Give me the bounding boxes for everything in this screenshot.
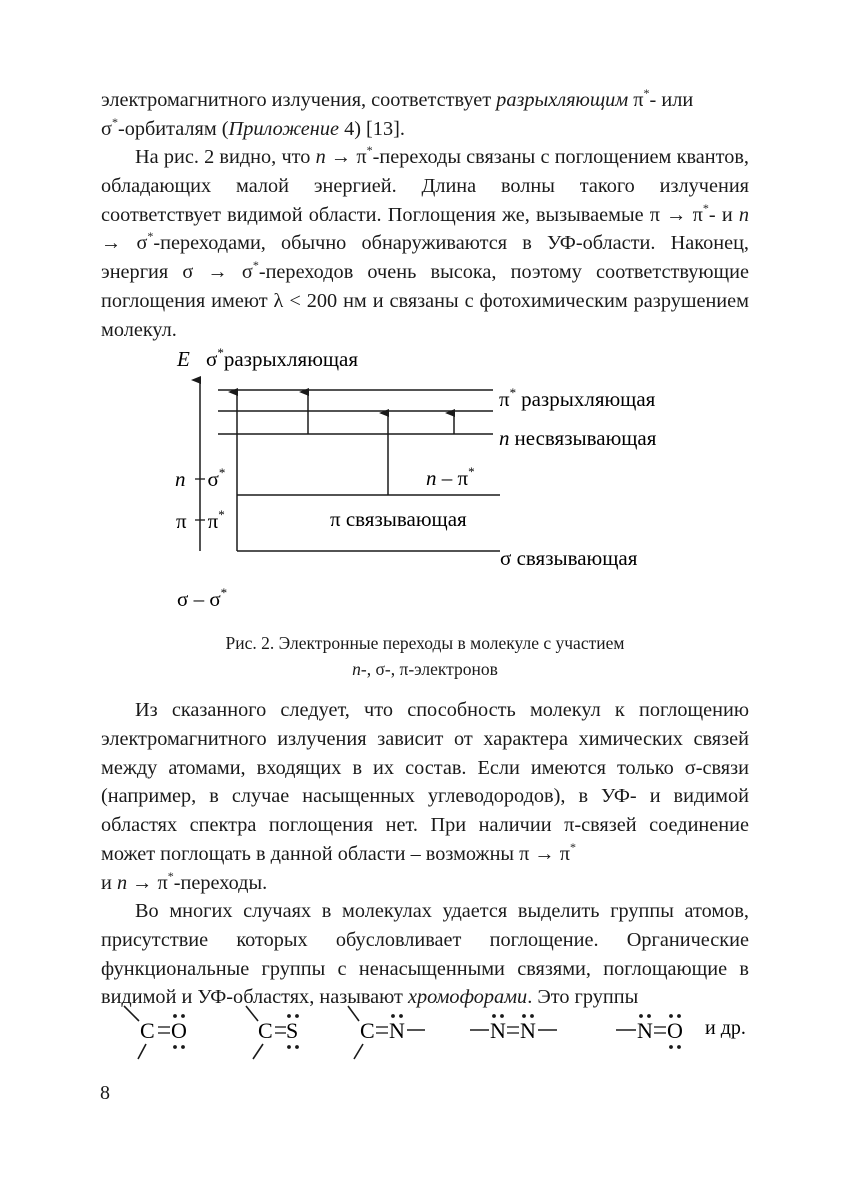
chromophore-structures	[0, 995, 857, 1065]
svg-text:C: C	[258, 1018, 273, 1043]
caption-line-1: Рис. 2. Электронные переходы в молекуле с участием	[225, 633, 625, 653]
text: На рис. 2 видно, что	[135, 146, 316, 168]
superscript: *	[643, 86, 650, 100]
superscript: *	[570, 839, 577, 854]
superscript: *	[252, 258, 259, 273]
sigma-bonding-level-label: σ связывающая	[500, 546, 638, 570]
n-pi-star-transition-label: n – π*	[426, 464, 475, 490]
text: - и	[708, 203, 739, 226]
chromophore-imine	[348, 1006, 425, 1059]
pi-star-level-label: π* разрыхляющая	[499, 385, 656, 411]
pi-bonding-level-label: π связывающая	[330, 507, 467, 531]
svg-text:C: C	[140, 1018, 155, 1043]
text: - или	[649, 89, 694, 111]
svg-text:O: O	[667, 1018, 683, 1043]
italic-symbol: n	[315, 146, 326, 168]
text: -орбиталям (	[117, 117, 229, 140]
chromophore-azo	[470, 1014, 557, 1043]
text: → π	[127, 871, 168, 894]
energy-axis-label: E	[177, 347, 190, 371]
chromophore-carbonyl	[124, 1006, 187, 1059]
etc-label: и др.	[705, 1017, 746, 1039]
svg-text:N: N	[490, 1018, 506, 1043]
n-level-label: n несвязывающая	[499, 426, 657, 450]
svg-text:C: C	[360, 1018, 375, 1043]
text: π	[628, 89, 644, 111]
italic-term: разрыхляющим	[496, 89, 629, 111]
text: -переходами, обычно обнаруживаются в УФ-области. Наконец, энергия σ → σ	[101, 232, 749, 284]
svg-text:S: S	[286, 1018, 299, 1043]
caption-line-2: -, σ-, π-электронов	[360, 659, 498, 679]
figure-caption	[100, 630, 750, 682]
pi-pi-star-axis-label: π π*	[176, 507, 225, 533]
text: Из сказанного следует, что способность молекул к поглощению электромагнитного излучения зависит от характера химических связей между атомами, входящих в их состав. Если имеются только σ-связи (например, в случае насыщенных углеводородов), в УФ- и видимой областях спектра поглощения нет. При наличии π-связей соединение может поглощать в данной области – возможны π → π	[101, 699, 749, 865]
italic-term: хромофорами	[407, 986, 528, 1009]
paragraph-3	[101, 696, 749, 898]
text: -переходы.	[173, 871, 268, 894]
chromophore-thiocarbonyl	[246, 1006, 299, 1059]
energy-level-diagram	[0, 340, 857, 620]
superscript: *	[366, 143, 373, 157]
text: и	[101, 871, 117, 894]
text: σ	[101, 117, 112, 140]
page-number: 8	[100, 1082, 110, 1104]
chromophore-nitroso	[616, 1014, 683, 1049]
text: → π	[325, 146, 367, 168]
text: . Это группы	[527, 986, 639, 1009]
superscript: *	[111, 114, 118, 129]
text: → σ	[101, 232, 148, 255]
svg-text:N: N	[389, 1018, 405, 1043]
svg-text:O: O	[171, 1018, 187, 1043]
italic-symbol: n	[116, 871, 128, 894]
paragraph-1	[101, 86, 749, 144]
sigma-star-label: σ*разрыхляющая	[206, 345, 359, 371]
superscript: *	[167, 868, 174, 883]
text: электромагнитного излучения, соответствует	[101, 89, 497, 111]
text: 4) [13].	[339, 117, 405, 140]
italic-term: Приложение	[228, 117, 340, 140]
text: Во многих случаях в молекулах удается выделить группы атомов, присутствие которых обусловливает поглощение. Органические функциональные группы с ненасыщенными связями, поглощающие в видимой и УФ-областях, называют	[101, 900, 749, 1009]
italic-symbol: n	[352, 659, 361, 679]
svg-text:N: N	[520, 1018, 536, 1043]
text: -переходов очень высока, поэтому соответствующие поглощения имеют λ < 200 нм и связаны с фотохимическим разрушением молекул.	[101, 261, 750, 341]
n-sigma-star-axis-label: n σ*	[175, 465, 226, 491]
text: -переходы связаны с поглощением квантов, обладающих малой энергией. Длина волны такого излучения соответствует видимой области. Поглощения же, вызываемые π → π	[101, 146, 749, 226]
sigma-sigma-star-label: σ – σ*	[177, 585, 228, 611]
italic-symbol: n	[738, 203, 750, 226]
paragraph-2	[101, 143, 749, 345]
superscript: *	[702, 200, 709, 215]
svg-text:N: N	[637, 1018, 653, 1043]
superscript: *	[147, 229, 154, 244]
